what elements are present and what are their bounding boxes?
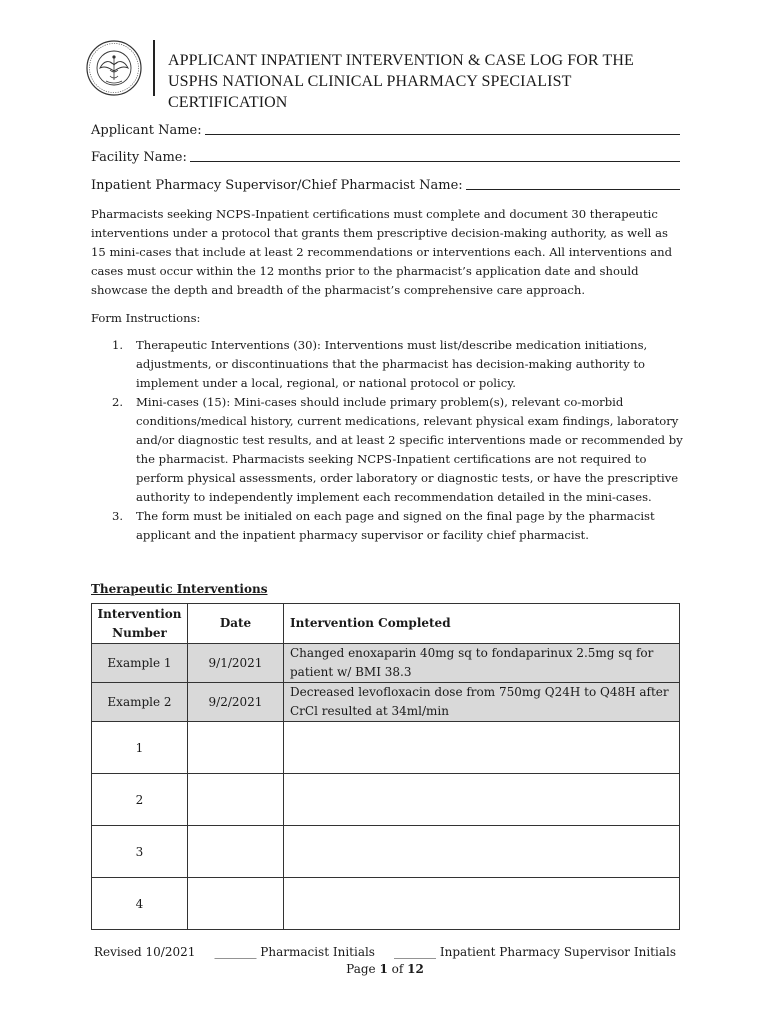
example-number-cell: Example 2 — [92, 683, 188, 722]
example-description-cell — [284, 644, 680, 683]
page-prefix: Page — [346, 962, 380, 976]
table-row — [92, 826, 680, 878]
date-input-cell[interactable] — [188, 826, 284, 878]
date-input-cell[interactable] — [188, 878, 284, 930]
intervention-number-cell: 4 — [92, 878, 188, 930]
list-item-text: Mini-cases (15): Mini-cases should include primary problem(s), relevant co-morbid conditions/medical history, current medications, relevant physical exam findings, laboratory and/or diagnostic test results, and at least 2 specific interventions made or recommended by the pharmacist. Pharmacists seeking NCPS-Inpatient certifications are not required to perform physical assessments, order laboratory or diagnostic tests, or have the prescriptive authority to independently implement each recommendation detailed in the mini-cases. — [136, 395, 683, 504]
example-date-cell: 9/1/2021 — [188, 644, 284, 683]
date-input-cell[interactable] — [188, 774, 284, 826]
intervention-number-cell: 3 — [92, 826, 188, 878]
table-row — [92, 774, 680, 826]
list-item-number: 2. — [112, 395, 124, 409]
title-line-2: USPHS NATIONAL CLINICAL PHARMACY SPECIALIST CERTIFICATION — [168, 73, 572, 111]
usphs-seal-icon — [86, 40, 142, 96]
applicant-name-label: Applicant Name: — [91, 123, 202, 138]
intro-paragraph: Pharmacists seeking NCPS-Inpatient certifications must complete and document 30 therapeutic interventions under a protocol that grants them prescriptive decision-making authority, as well as 15 mini-cases that include at least 2 recommendations or interventions each. All interventions and cases must occur within the 12 months prior to the pharmacist’s application date and should showcase the depth and breadth of the pharmacist’s comprehensive care approach. — [91, 207, 673, 297]
intervention-number-cell: 2 — [92, 774, 188, 826]
list-item — [91, 507, 683, 545]
table-row — [92, 644, 680, 683]
page-footer — [0, 944, 770, 978]
footer-initials-line — [0, 944, 770, 961]
supervisor-name-field[interactable] — [91, 171, 680, 193]
date-input-cell[interactable] — [188, 722, 284, 774]
intervention-input-cell[interactable] — [284, 722, 680, 774]
intervention-number-cell: 1 — [92, 722, 188, 774]
header-intervention-completed: Intervention Completed — [284, 604, 680, 644]
list-item-text: Therapeutic Interventions (30): Interventions must list/describe medication initiations, adjustments, or discontinuations that the pharmacist has decision-making authority to implement under a local, regional, or national protocol or policy. — [136, 338, 648, 390]
page-of: of — [387, 962, 408, 976]
supervisor-initials[interactable]: _______ Inpatient Pharmacy Supervisor Initials — [394, 945, 676, 959]
applicant-name-field[interactable] — [91, 116, 680, 138]
supervisor-name-line[interactable] — [466, 175, 680, 190]
instructions-list — [91, 336, 683, 545]
supervisor-name-label: Inpatient Pharmacy Supervisor/Chief Pharmacist Name: — [91, 178, 463, 193]
revised-date: Revised 10/2021 — [94, 945, 196, 959]
section-title: Therapeutic Interventions — [91, 582, 268, 596]
instructions-heading: Form Instructions: — [91, 311, 201, 325]
page-total: 12 — [407, 962, 424, 976]
header-number-line-1: Intervention — [97, 606, 182, 621]
facility-name-line[interactable] — [190, 147, 680, 162]
header-number-line-2: Number — [112, 625, 167, 640]
table-row — [92, 683, 680, 722]
list-item-number: 3. — [112, 509, 124, 523]
table-row — [92, 878, 680, 930]
page-title — [168, 50, 686, 113]
list-item — [91, 393, 683, 507]
table-row — [92, 722, 680, 774]
header-date: Date — [188, 604, 284, 644]
example-description-line-1: Changed enoxaparin 40mg sq to fondaparinux 2.5mg sq for — [290, 646, 654, 660]
list-item-number: 1. — [112, 338, 124, 352]
document-header — [86, 40, 686, 111]
header-intervention-number — [92, 604, 188, 644]
example-description-cell — [284, 683, 680, 722]
pharmacist-initials[interactable]: _______ Pharmacist Initials — [214, 945, 375, 959]
intervention-input-cell[interactable] — [284, 878, 680, 930]
intervention-input-cell[interactable] — [284, 826, 680, 878]
title-line-1: APPLICANT INPATIENT INTERVENTION & CASE LOG FOR THE — [168, 52, 634, 69]
example-description-line-2: patient w/ BMI 38.3 — [290, 665, 412, 679]
page-current: 1 — [379, 962, 388, 976]
example-description-line-2: CrCl resulted at 34ml/min — [290, 704, 449, 718]
interventions-table — [91, 603, 680, 930]
table-header-row — [92, 604, 680, 644]
page-number — [0, 961, 770, 978]
facility-name-label: Facility Name: — [91, 150, 187, 165]
example-number-cell: Example 1 — [92, 644, 188, 683]
facility-name-field[interactable] — [91, 143, 680, 165]
list-item — [91, 336, 683, 393]
example-description-line-1: Decreased levofloxacin dose from 750mg Q24H to Q48H after — [290, 685, 669, 699]
example-date-cell: 9/2/2021 — [188, 683, 284, 722]
intervention-input-cell[interactable] — [284, 774, 680, 826]
applicant-name-line[interactable] — [205, 120, 680, 135]
list-item-text: The form must be initialed on each page and signed on the final page by the pharmacist applicant and the inpatient pharmacy supervisor or facility chief pharmacist. — [136, 509, 655, 542]
header-divider — [153, 40, 155, 96]
